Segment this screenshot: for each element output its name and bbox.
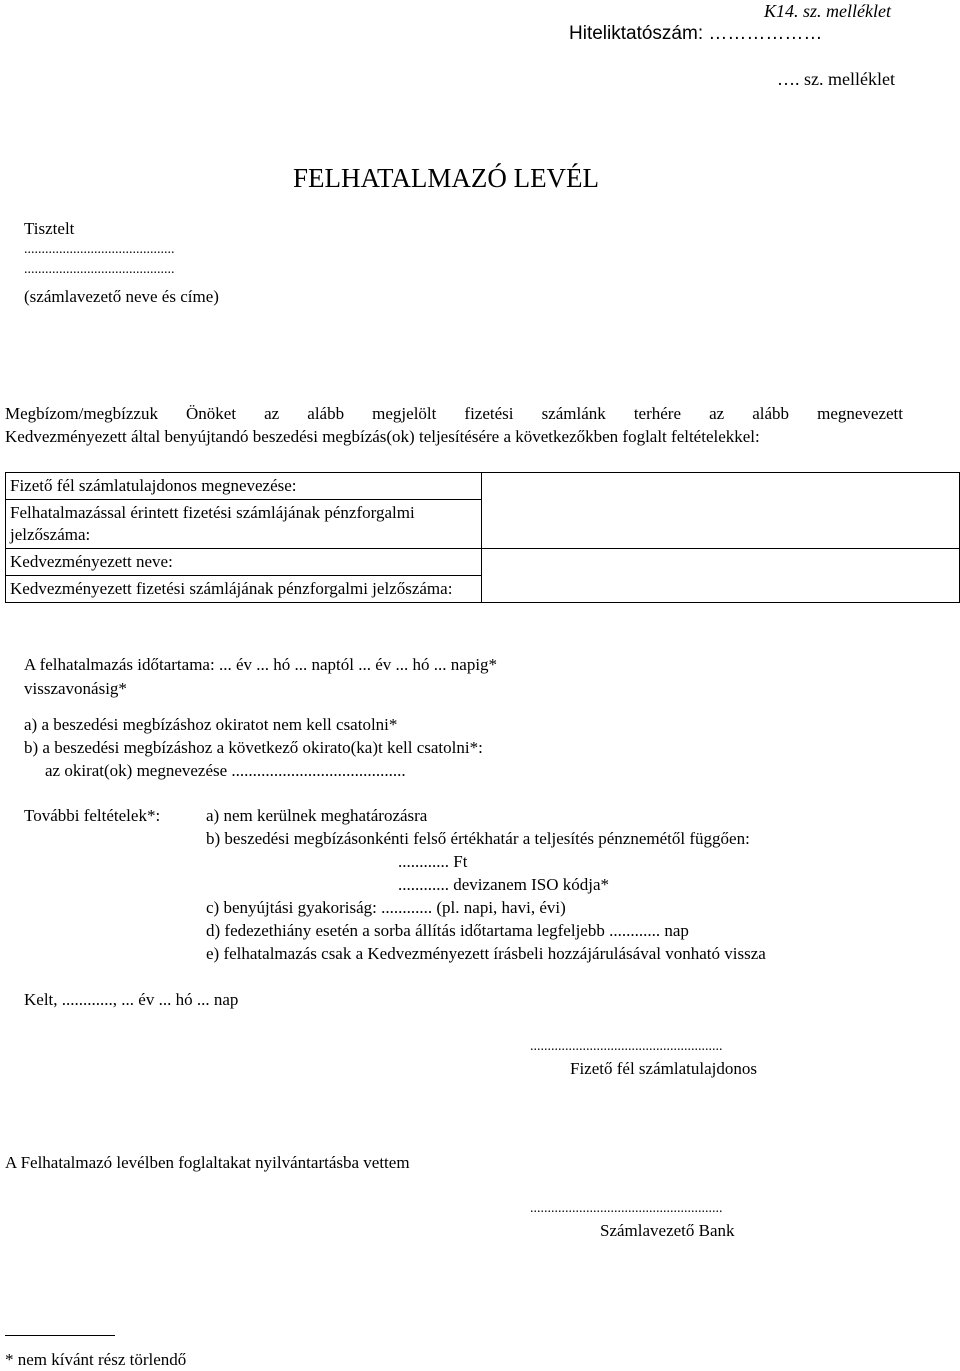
- field-label-account-number: Felhatalmazással érintett fizetési számlájának pénzforgalmi jelzőszáma:: [6, 500, 482, 549]
- further-condition-b-iso: ............ devizanem ISO kódja*: [398, 875, 610, 894]
- document-option-a: a) a beszedési megbízáshoz okiratot nem kell csatolni*: [24, 715, 398, 734]
- addressee-caption: (számlavezető neve és címe): [24, 287, 219, 306]
- intro-line-1: Megbízom/megbízzuk Önöket az alább megjelölt fizetési számlánk terhére az alább megnevezett: [5, 404, 903, 423]
- annex-blank-label: …. sz. melléklet: [777, 69, 895, 89]
- intro-line-2: Kedvezményezett által benyújtandó beszedési megbízás(ok) teljesítésére a következőkben foglalt feltételekkel:: [5, 427, 760, 446]
- credit-registration-number: Hiteliktatószám: ………………: [569, 23, 823, 44]
- salutation: Tisztelt: [24, 219, 75, 238]
- annex-number-label: K14. sz. melléklet: [764, 1, 891, 21]
- further-condition-e: e) felhatalmazás csak a Kedvezményezett írásbeli hozzájárulásával vonható vissza: [206, 944, 766, 963]
- document-names: az okirat(ok) megnevezése .........................................: [45, 761, 406, 780]
- dated-line: Kelt, ............, ... év ... hó ... nap: [24, 990, 239, 1009]
- addressee-dots-2: ...........................................: [24, 262, 175, 277]
- document-title: FELHATALMAZÓ LEVÉL: [293, 163, 600, 193]
- further-conditions-label: További feltételek*:: [24, 806, 161, 825]
- table-row: [6, 473, 960, 500]
- document-option-b: b) a beszedési megbízáshoz a következő okirato(ka)t kell csatolni*:: [24, 738, 483, 757]
- field-value-beneficiary[interactable]: [481, 549, 959, 603]
- payer-signature-dots: .......................................................: [530, 1039, 723, 1054]
- field-label-beneficiary-name: Kedvezményezett neve:: [6, 549, 482, 576]
- payer-signature-label: Fizető fél számlatulajdonos: [570, 1059, 757, 1078]
- bank-signature-dots: .......................................................: [530, 1201, 723, 1216]
- intro-paragraph: [5, 402, 903, 448]
- duration-revocation: visszavonásig*: [24, 679, 127, 698]
- field-label-payer: Fizető fél számlatulajdonos megnevezése:: [6, 473, 482, 500]
- account-fields-table: [5, 472, 960, 603]
- duration-line: A felhatalmazás időtartama: ... év ... hó ... naptól ... év ... hó ... napig*: [24, 655, 498, 674]
- addressee-dots-1: ...........................................: [24, 242, 175, 257]
- footnote: * nem kívánt rész törlendő: [5, 1350, 187, 1369]
- further-condition-a: a) nem kerülnek meghatározásra: [206, 806, 428, 825]
- registration-note: A Felhatalmazó levélben foglaltakat nyilvántartásba vettem: [5, 1153, 410, 1172]
- field-label-beneficiary-account: Kedvezményezett fizetési számlájának pénzforgalmi jelzőszáma:: [6, 576, 482, 603]
- field-value-payer-account[interactable]: [481, 473, 959, 549]
- further-condition-b-ft: ............ Ft: [398, 852, 468, 871]
- further-condition-b: b) beszedési megbízásonkénti felső értékhatár a teljesítés pénznemétől függően:: [206, 829, 750, 848]
- footnote-divider: [5, 1335, 115, 1336]
- further-condition-d: d) fedezethiány esetén a sorba állítás időtartama legfeljebb ............ nap: [206, 921, 689, 940]
- table-row: [6, 549, 960, 576]
- bank-signature-label: Számlavezető Bank: [600, 1221, 735, 1240]
- further-condition-c: c) benyújtási gyakoriság: ............ (pl. napi, havi, évi): [206, 898, 566, 917]
